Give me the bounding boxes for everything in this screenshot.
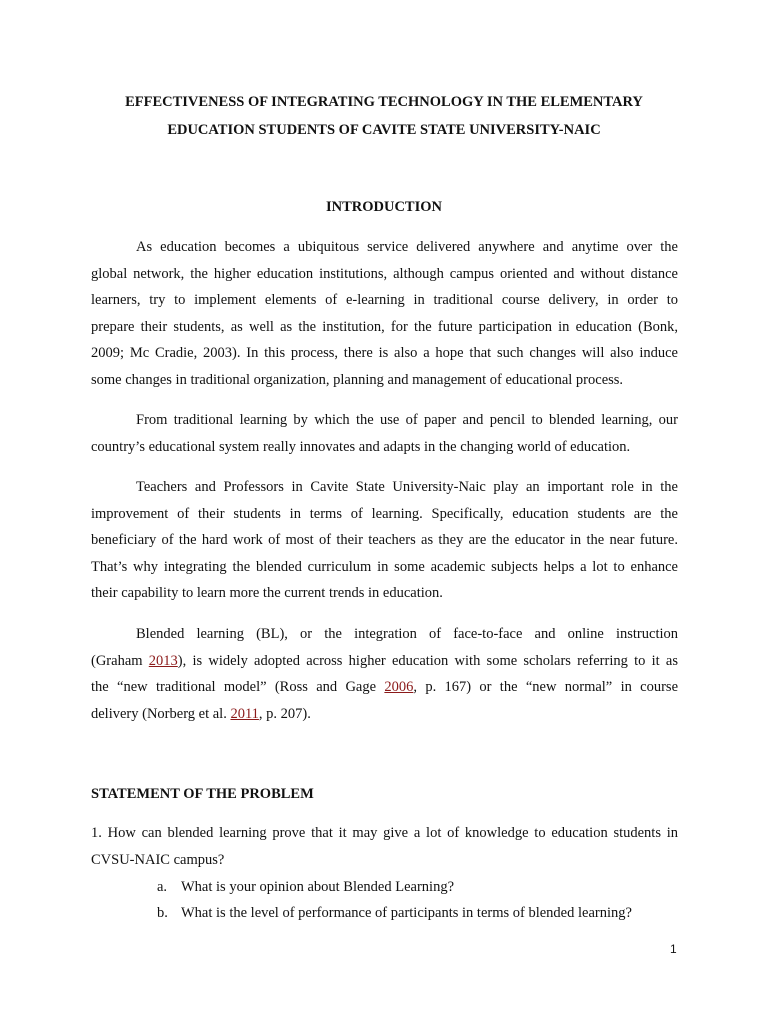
paragraph-3 [91,474,678,607]
paragraph-4 [91,621,678,727]
paragraph-line: improvement of their students in terms of learning. Specifically, education students are the [91,505,678,522]
paragraph-line: learners, try to implement elements of e-learning in traditional course delivery, in order to [91,292,678,309]
page-number: 1 [670,942,677,956]
text-span: (Graham [91,652,149,669]
paragraph-line: beneficiary of the hard work of most of their teachers as they are the educator in the near future. [91,532,678,549]
problem-heading: STATEMENT OF THE PROBLEM [91,786,314,802]
introduction-heading: INTRODUCTION [325,199,442,215]
document-title [90,88,678,144]
subquestion-text: What is your opinion about Blended Learning? [181,879,455,895]
text-span: delivery (Norberg et al. [91,705,231,722]
subquestion-b [157,900,632,926]
title-line-2: EDUCATION STUDENTS OF CAVITE STATE UNIVERSITY-NAIC [167,122,601,138]
text-span: ), is widely adopted across higher education with some scholars referring to it as [177,652,678,669]
subquestion-letter: b. [157,905,168,921]
question-line: 1. How can blended learning prove that it may give a lot of knowledge to education students in [91,825,678,841]
paragraph-line: 2009; Mc Cradie, 2003). In this process, there is also a hope that such changes will also induce [91,345,678,362]
question-1 [91,820,678,873]
citation-link-2013[interactable]: 2013 [148,652,178,669]
question-line: CVSU-NAIC campus? [91,851,225,868]
paragraph-line: prepare their students, as well as the institution, for the future participation in education (Bonk, [91,318,678,335]
subquestion-a [157,874,454,900]
subquestion-text: What is the level of performance of participants in terms of blended learning? [181,905,632,921]
paragraph-1 [91,234,678,394]
paragraph-line [91,674,678,701]
paragraph-line: their capability to learn more the current trends in education. [91,585,443,602]
paragraph-line: global network, the higher education institutions, although campus oriented and without distance [91,265,678,282]
text-span: , p. 167) or the “new normal” in course [413,679,678,696]
paragraph-line: That’s why integrating the blended curriculum in some academic subjects helps a lot to enhance [91,558,678,575]
paragraph-line [91,648,678,675]
paragraph-line: Teachers and Professors in Cavite State University-Naic play an important role in the [136,479,678,495]
paragraph-line: Blended learning (BL), or the integration of face-to-face and online instruction [136,626,678,642]
paragraph-line: some changes in traditional organization, planning and management of educational process. [91,371,624,388]
subquestion-letter: a. [157,879,168,895]
paragraph-line [91,701,678,728]
citation-link-2006[interactable]: 2006 [384,679,414,696]
paragraph-line: country’s educational system really innovates and adapts in the changing world of education. [91,438,631,455]
paragraph-line: As education becomes a ubiquitous service delivered anywhere and anytime over the [136,239,678,255]
paragraph-2 [91,407,678,460]
text-span: , p. 207). [258,705,311,722]
title-line-1: EFFECTIVENESS OF INTEGRATING TECHNOLOGY IN THE ELEMENTARY [125,94,643,110]
citation-link-2011[interactable]: 2011 [230,705,259,722]
paragraph-line: From traditional learning by which the use of paper and pencil to blended learning, our [136,412,678,428]
text-span: the “new traditional model” (Ross and Gage [91,679,385,696]
